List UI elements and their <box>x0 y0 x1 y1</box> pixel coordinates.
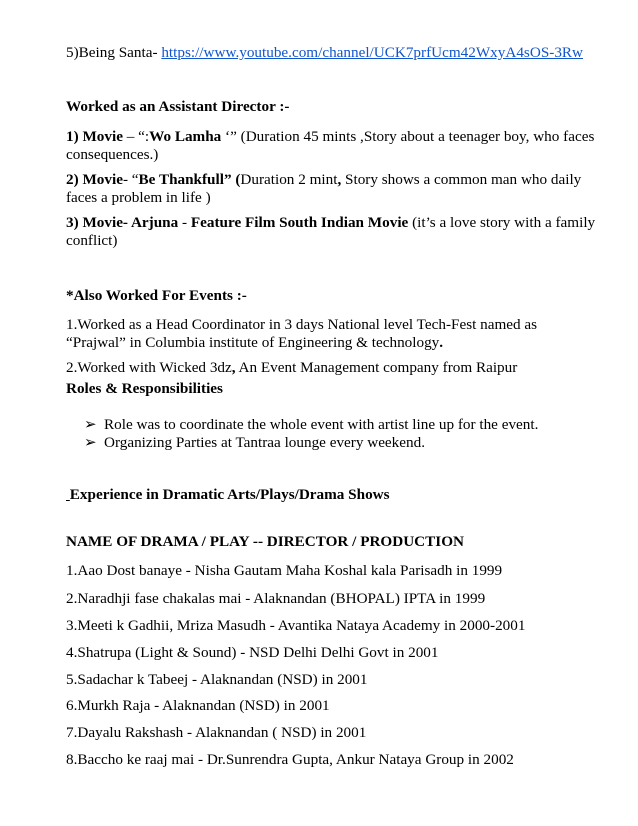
movie2-dash: - “ <box>122 171 139 188</box>
event2-comma: , <box>231 359 236 376</box>
movie1-mid: – “: <box>122 128 150 145</box>
assistant-director-heading: Worked as an Assistant Director :- <box>66 98 290 115</box>
event1-dot: . <box>439 334 444 351</box>
events-heading: *Also Worked For Events :- <box>66 287 247 304</box>
event2-post: An Event Management company from Raipur <box>235 359 518 376</box>
event1-line2-text: “Prajwal” in Columbia institute of Engineering & technology <box>66 334 440 351</box>
youtube-prefix: 5)Being Santa- <box>66 44 162 61</box>
arrow-bullet-icon: ➢ <box>84 434 97 451</box>
movie1-title: Wo Lamha <box>149 128 222 145</box>
drama-row: 3.Meeti k Gadhii, Mriza Masudh - Avantika Nataya Academy in 2000-2001 <box>66 617 526 634</box>
drama-heading-text: Experience in Dramatic Arts/Plays/Drama Shows <box>69 486 390 503</box>
roles-bullet-text: Organizing Parties at Tantraa lounge every weekend. <box>104 434 425 451</box>
movie2-line2: faces a problem in life ) <box>66 189 211 206</box>
drama-row: 5.Sadachar k Tabeej - Alaknandan (NSD) in 2001 <box>66 671 368 688</box>
movie2-line1 <box>66 171 581 189</box>
movie1-num: 1) Movie <box>66 128 123 145</box>
drama-row: 4.Shatrupa (Light & Sound) - NSD Delhi Delhi Govt in 2001 <box>66 644 439 661</box>
arrow-bullet-icon: ➢ <box>84 416 97 433</box>
drama-table-heading: NAME OF DRAMA / PLAY -- DIRECTOR / PRODUCTION <box>66 533 464 550</box>
movie3-bold2: Feature Film South Indian Movie <box>190 214 409 231</box>
youtube-link[interactable]: https://www.youtube.com/channel/UCK7prfUcm42WxyA4sOS-3Rw <box>161 44 584 61</box>
roles-bullet-text: Role was to coordinate the whole event with artist line up for the event. <box>104 416 539 433</box>
movie1-rest: ‘” (Duration 45 mints ,Story about a teenager boy, who faces <box>221 128 595 145</box>
movie3-bold: 3) Movie- Arjuna <box>66 214 179 231</box>
roles-bullet-item <box>84 416 538 434</box>
movie2-title: Be Thankfull” ( <box>138 171 241 188</box>
youtube-line <box>66 44 583 62</box>
roles-heading: Roles & Responsibilities <box>66 380 223 397</box>
movie1-line2: consequences.) <box>66 146 159 163</box>
roles-bullet-item <box>84 434 425 452</box>
movie3-line1 <box>66 214 595 232</box>
event2-line <box>66 359 517 377</box>
movie1-line1 <box>66 128 594 146</box>
movie3-rest: (it’s a love story with a family <box>408 214 596 231</box>
drama-row: 6.Murkh Raja - Alaknandan (NSD) in 2001 <box>66 697 330 714</box>
drama-row: 1.Aao Dost banaye - Nisha Gautam Maha Koshal kala Parisadh in 1999 <box>66 562 503 579</box>
drama-row: 7.Dayalu Rakshash - Alaknandan ( NSD) in 2001 <box>66 724 367 741</box>
movie3-line2: conflict) <box>66 232 118 249</box>
movie3-sep: - <box>178 214 191 231</box>
event2-pre: 2.Worked with Wicked 3dz <box>66 359 232 376</box>
movie2-rest1: Duration 2 mint <box>240 171 338 188</box>
movie2-comma: , <box>337 171 342 188</box>
movie2-rest2: Story shows a common man who daily <box>341 171 582 188</box>
event1-line1: 1.Worked as a Head Coordinator in 3 days National level Tech-Fest named as <box>66 316 538 333</box>
movie2-num: 2) Movie <box>66 171 123 188</box>
event1-line2 <box>66 334 443 352</box>
drama-row: 8.Baccho ke raaj mai - Dr.Sunrendra Gupta, Ankur Nataya Group in 2002 <box>66 751 514 768</box>
drama-heading <box>66 486 390 504</box>
drama-row: 2.Naradhji fase chakalas mai - Alaknandan (BHOPAL) IPTA in 1999 <box>66 590 486 607</box>
